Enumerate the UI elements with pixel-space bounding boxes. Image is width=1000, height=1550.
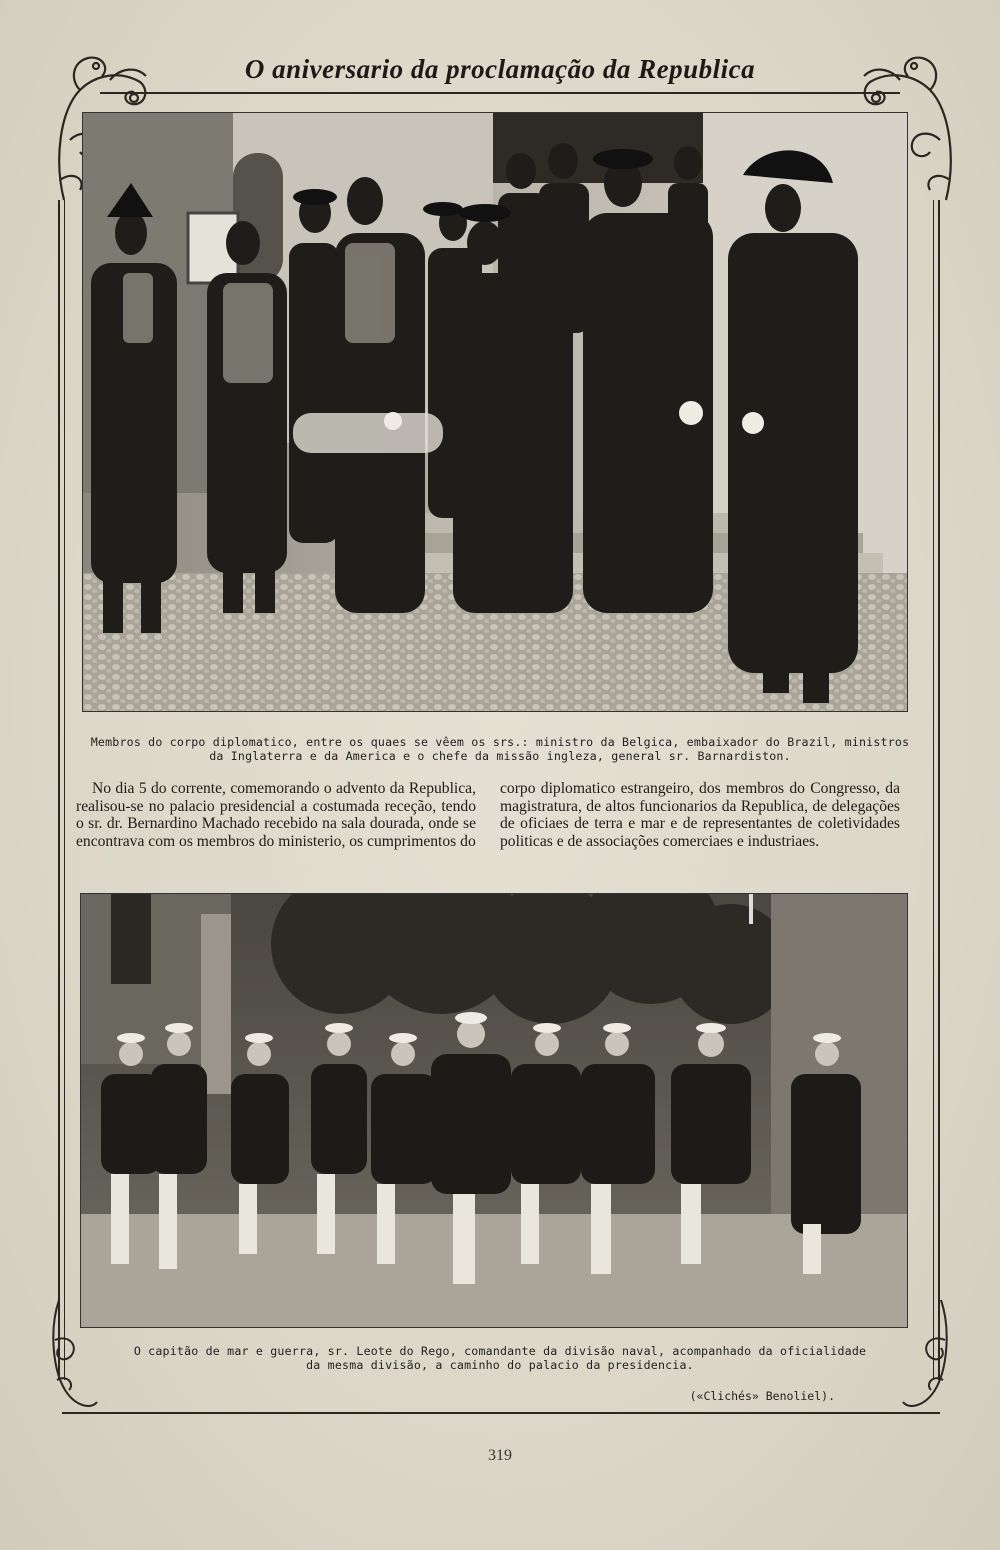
article-column-right: corpo diplomatico estrangeiro, dos membros do Congresso, da magistratura, de altos funcionarios da Republica, de delegações de oficiaes de terra e mar e de representantes de coletividades politicas e de associações comerciaes e industriaes. [500, 780, 900, 850]
top-photo-caption [70, 735, 930, 763]
frame-bottom-line [62, 1412, 940, 1414]
naval-officers-photo [80, 893, 908, 1328]
top-caption-line-2: da Inglaterra e da America e o chefe da missão ingleza, general sr. Barnardiston. [209, 749, 791, 763]
frame-left-line [58, 200, 60, 1380]
frame-left-line-inner [64, 200, 65, 1380]
frame-right-line [938, 200, 940, 1380]
photo-credit: («Clichés» Benoliel). [689, 1389, 835, 1403]
frame-right-line-inner [933, 200, 934, 1380]
bottom-caption-line-1: O capitão de mar e guerra, sr. Leote do Rego, comandante da divisão naval, acompanhado da oficialidade [133, 1344, 867, 1358]
article-column-left: No dia 5 do corrente, comemorando o advento da Republica, realisou-se no palacio presidencial a costumada receção, tendo o sr. dr. Bernardino Machado recebido na sala dourada, onde se encontrava com os membros do ministerio, os cumprimentos do [76, 780, 476, 850]
bottom-caption-line-2: da mesma divisão, a caminho do palacio da presidencia. [306, 1358, 694, 1372]
frame-top-line [100, 92, 900, 94]
diplomats-photo [82, 112, 908, 712]
bottom-photo-caption [70, 1344, 930, 1372]
page-title: O aniversario da proclamação da Republica [244, 54, 756, 84]
top-caption-line-1: Membros do corpo diplomatico, entre os quaes se vêem os srs.: ministro da Belgica, embaixador do Brazil, ministros [90, 735, 910, 749]
page-number: 319 [488, 1447, 512, 1464]
